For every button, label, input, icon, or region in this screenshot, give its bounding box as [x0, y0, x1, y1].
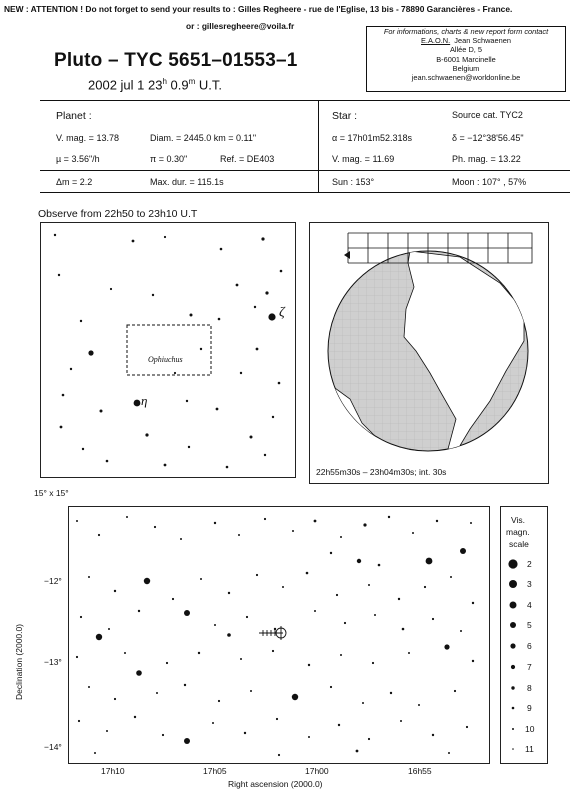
- scale-mag-9: 9: [527, 703, 532, 713]
- scale-mag-6: 6: [527, 641, 532, 651]
- contact-street: Allée D, 5: [449, 45, 483, 55]
- globe-caption: 22h55m30s – 23h04m30s; int. 30s: [316, 467, 447, 477]
- y-tick-2: −13°: [44, 657, 62, 667]
- star-chart: [68, 506, 490, 764]
- info-bottom-rule: [40, 192, 570, 193]
- event-datetime: 2002 jul 1 23$^h$ 0.9$^m$ U.T.: [88, 77, 222, 93]
- magnitude-scale: [500, 506, 548, 764]
- observe-window: Observe from 22h50 to 23h10 U.T: [38, 208, 198, 220]
- max-duration: Max. dur. = 115.1s: [150, 177, 224, 187]
- x-tick-1: 17h10: [101, 766, 125, 776]
- star-heading: Star :: [332, 110, 358, 122]
- scale-mag-10: 10: [525, 724, 535, 734]
- planet-ref: Ref. = DE403: [220, 154, 275, 164]
- scale-mag-2: 2: [527, 559, 532, 569]
- star-phmag: Ph. mag. = 13.22: [452, 154, 521, 164]
- y-axis-label: Declination (2000.0): [14, 623, 24, 700]
- scale-title-1: Vis.: [511, 515, 526, 525]
- scale-mag-5: 5: [527, 620, 532, 630]
- x-tick-4: 16h55: [408, 766, 432, 776]
- scale-mag-4: 4: [527, 600, 532, 610]
- x-tick-3: 17h00: [305, 766, 329, 776]
- eta-label: η: [141, 393, 148, 408]
- finder-stars: [41, 223, 295, 477]
- planet-diam: Diam. = 2445.0 km = 0.11": [150, 133, 257, 143]
- star-source: Source cat. TYC2: [452, 110, 523, 120]
- scale-mag-11: 11: [525, 744, 534, 754]
- planet-vmag: V. mag. = 13.78: [56, 133, 119, 143]
- finder-chart: [40, 222, 296, 478]
- contact-org: E.A.O.N.: [421, 36, 451, 46]
- star-delta: δ = −12°38'56.45": [452, 133, 524, 143]
- contact-city: B-6001 Marcinelle: [436, 54, 496, 64]
- scale-title-3: scale: [509, 539, 529, 549]
- field-size: 15° x 15°: [34, 488, 69, 498]
- info-top-rule: [40, 100, 570, 101]
- scale-mag-3: 3: [527, 579, 532, 589]
- star-alpha: α = 17h01m52.318s: [332, 133, 413, 143]
- info-divider: [318, 100, 319, 192]
- y-tick-3: −14°: [44, 742, 62, 752]
- contact-heading: For informations, charts & new report form contact: [383, 27, 549, 36]
- x-tick-2: 17h05: [203, 766, 227, 776]
- sun-elong: Sun : 153°: [332, 177, 375, 187]
- planet-mu: µ = 3.56"/h: [56, 154, 100, 164]
- info-mid-rule: [40, 170, 570, 171]
- contact-name: Jean Schwaenen: [454, 36, 511, 46]
- chart-field: [69, 507, 489, 763]
- constellation-label: Ophiuchus: [148, 355, 183, 364]
- planet-pi: π = 0.30": [150, 154, 188, 164]
- globe-panel: [309, 222, 549, 484]
- event-title: Pluto – TYC 5651–01553–1: [54, 50, 298, 71]
- delta-mag: Δm = 2.2: [56, 177, 93, 187]
- scale-mag-8: 8: [527, 683, 532, 693]
- contact-email: jean.schwaenen@worldonline.be: [411, 73, 521, 83]
- contact-box: [366, 26, 566, 92]
- globe-map: [310, 223, 548, 483]
- zeta-label: ζ: [279, 305, 285, 320]
- scale-dots: [501, 507, 547, 763]
- planet-heading: Planet :: [56, 110, 92, 122]
- notice-line: NEW : ATTENTION ! Do not forget to send your results to : Gilles Regheere - rue de l'Eglise, 13 bis - 78890 Garancières - France.: [4, 4, 513, 14]
- y-tick-1: −12°: [44, 576, 62, 586]
- x-axis-label: Right ascension (2000.0): [228, 779, 323, 789]
- notice-email: or : gillesregheere@voila.fr: [186, 21, 295, 31]
- moon-info: Moon : 107° , 57%: [452, 177, 527, 187]
- contact-country: Belgium: [452, 63, 480, 73]
- scale-mag-7: 7: [527, 662, 532, 672]
- scale-title-2: magn.: [506, 527, 530, 537]
- star-vmag: V. mag. = 11.69: [332, 154, 395, 164]
